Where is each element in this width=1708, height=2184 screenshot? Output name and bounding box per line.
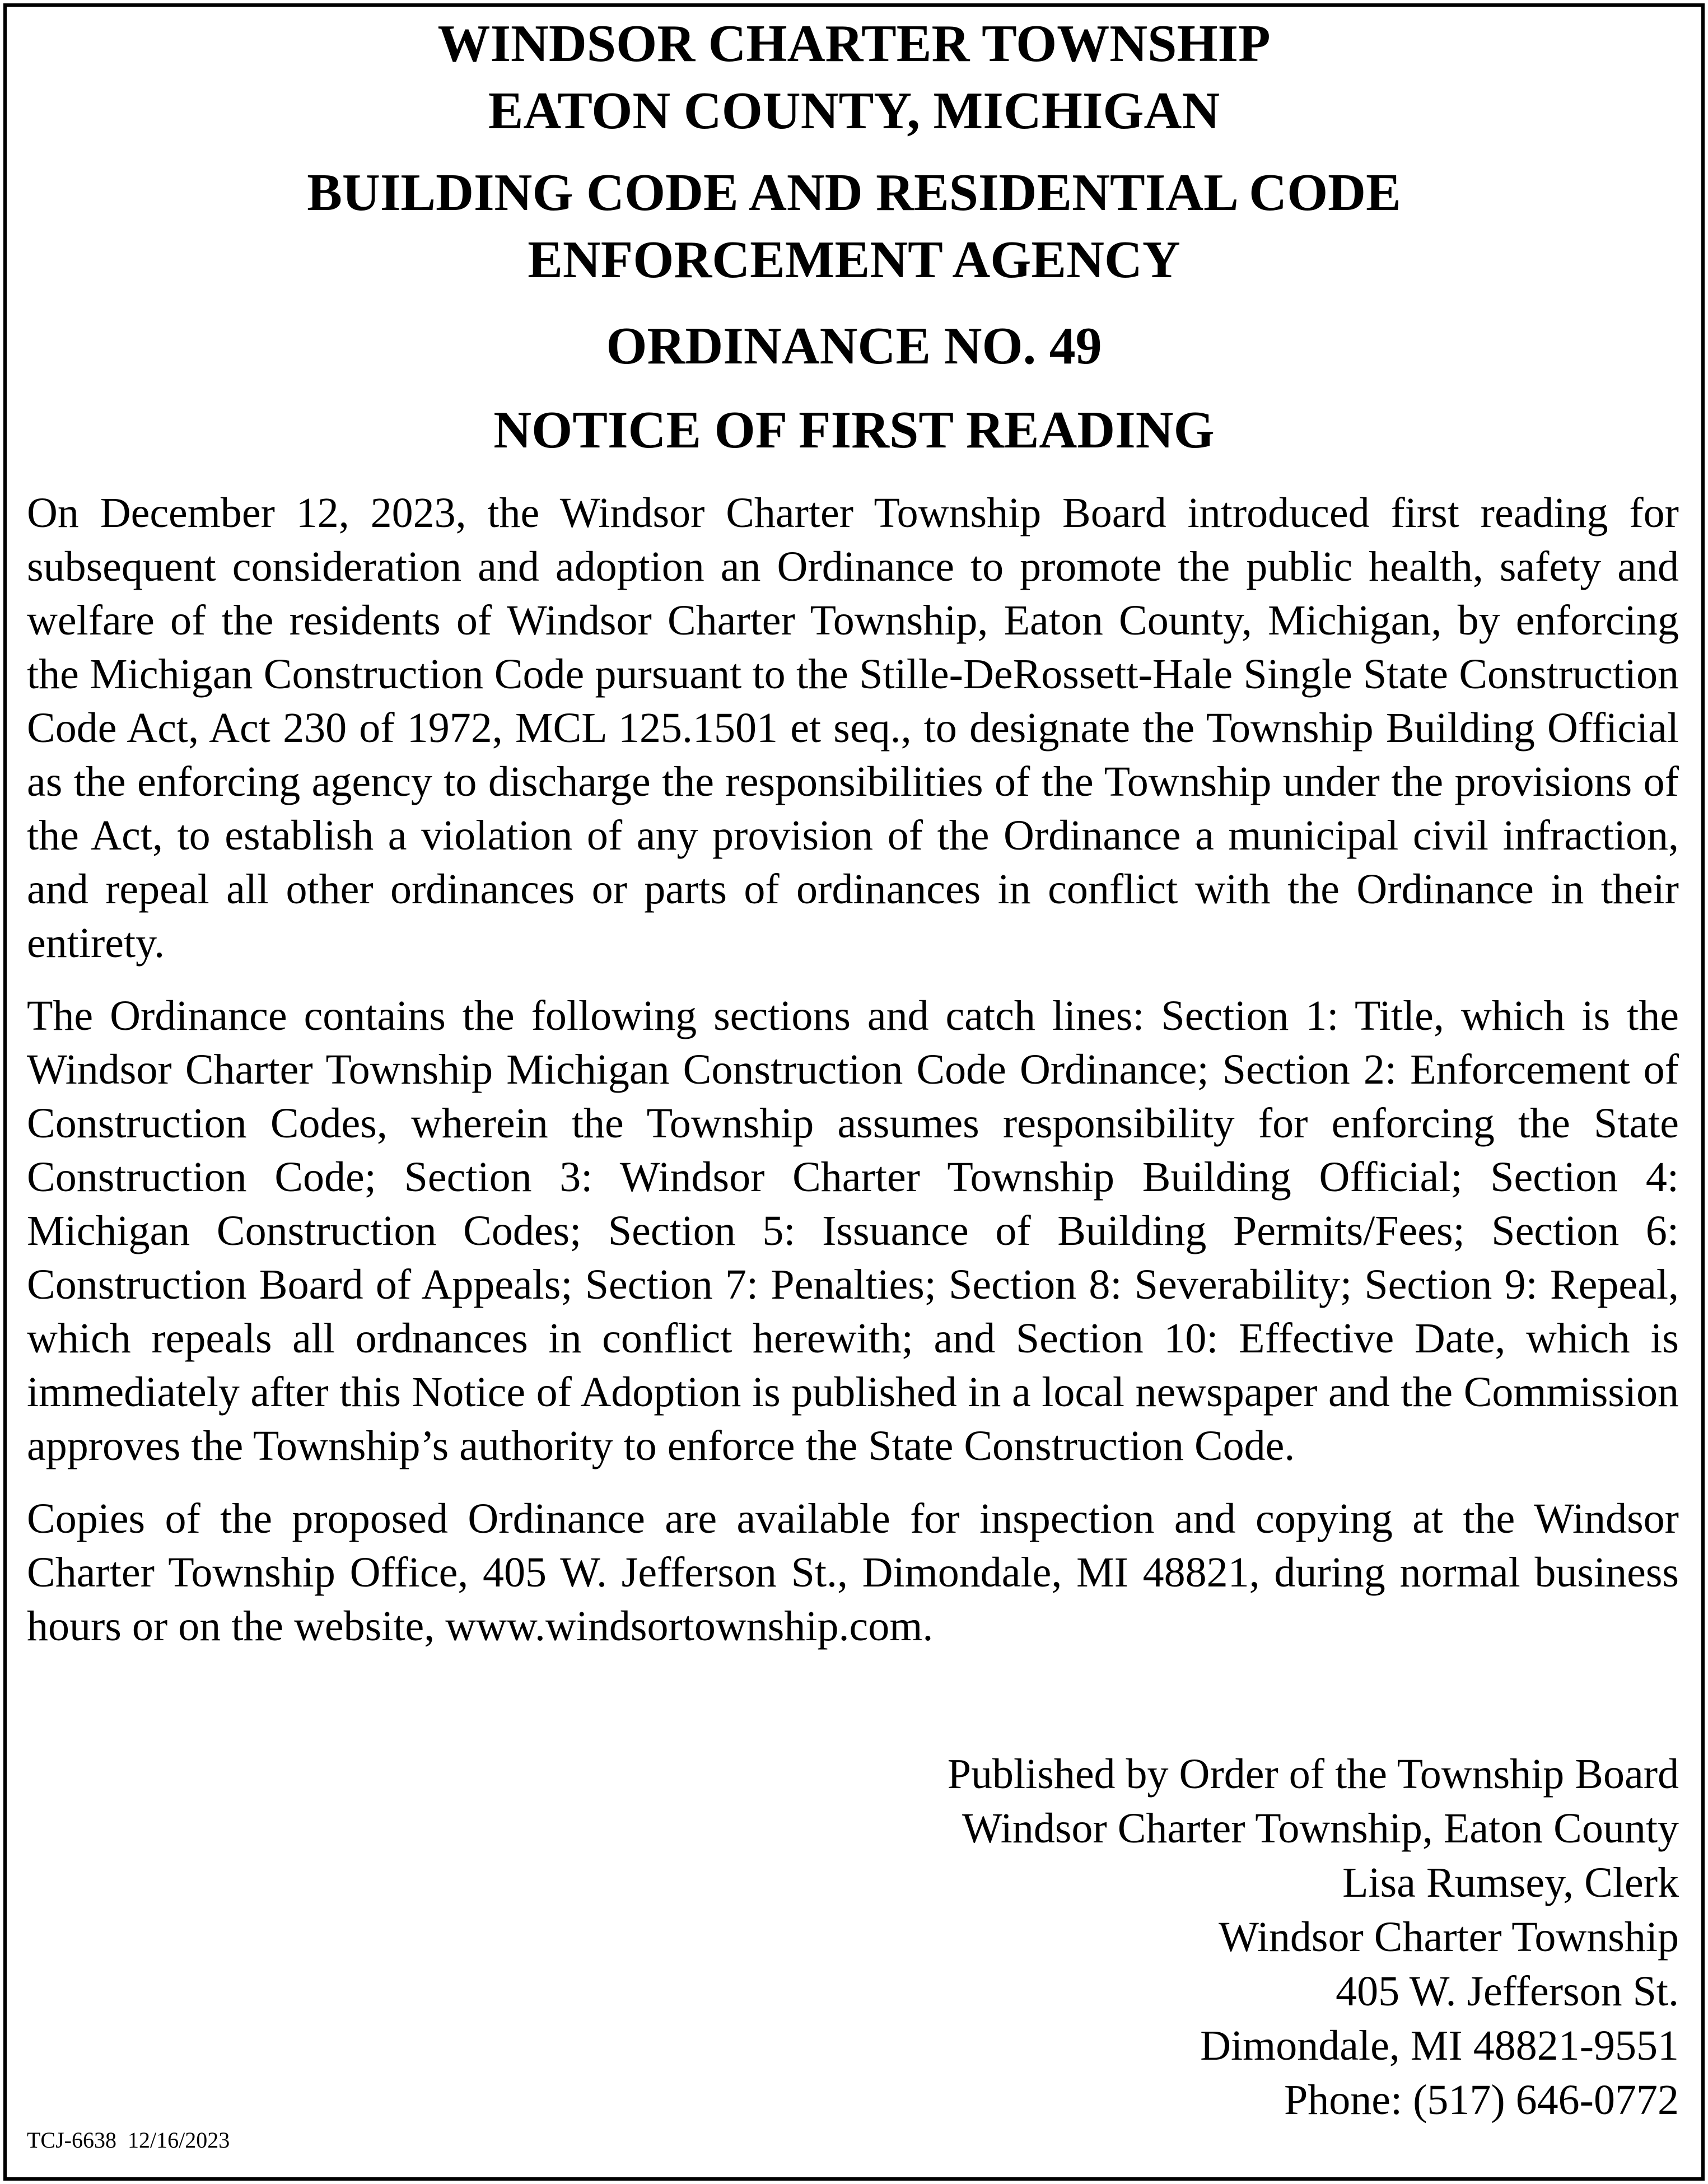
agency-heading-group: [0, 159, 1708, 293]
notice-heading: [0, 10, 1708, 464]
body-paragraph-copies: Copies of the proposed Ordinance are available for inspection and copying at the Windsor Charter Township Office, 405 W. Jefferson St., Dimondale, MI 48821, during normal business hours or on the website, www.windsortownship.com.: [27, 1495, 1679, 1650]
agency-title-line-2: ENFORCEMENT AGENCY: [528, 231, 1180, 289]
signature-street-address: 405 W. Jefferson St.: [1336, 1968, 1679, 2015]
body-paragraph-introduction: On December 12, 2023, the Windsor Charter Township Board introduced first reading for subsequent consideration and adoption an Ordinance to promote the public health, safety and welfare of the residents of Windsor Charter Township, Eaton County, Michigan, by enforcing the Michigan Construction Code pursuant to the Stille-DeRossett-Hale Single State Construction Code Act, Act 230 of 1972, MCL 125.1501 et seq., to designate the Township Building Official as the enforcing agency to discharge the responsibilities of the Township under the provisions of the Act, to establish a violation of any provision of the Ordinance a municipal civil infraction, and repeal all other ordinances or parts of ordinances in conflict with the Ordinance in their entirety.: [27, 489, 1679, 967]
notice-title: NOTICE OF FIRST READING: [493, 401, 1215, 459]
notice-body: [27, 486, 1679, 1672]
body-paragraph-sections: The Ordinance contains the following sections and catch lines: Section 1: Title, which is the Windsor Charter Township Michigan Construction Code Ordinance; Section 2: Enforcement of Construction Codes, wherein the Township assumes responsibility for enforcing the State Construction Code; Section 3: Windsor Charter Township Building Official; Section 4: Michigan Construction Codes; Section 5: Issuance of Building Permits/Fees; Section 6: Construction Board of Appeals; Section 7: Penalties; Section 8: Severability; Section 9: Repeal, which repeals all ordnances in conflict herewith; and Section 10: Effective Date, which is immediately after this Notice of Adoption is published in a local newspaper and the Commission approves the Township’s authority to enforce the State Construction Code.: [27, 992, 1679, 1469]
agency-title-line-1: BUILDING CODE AND RESIDENTIAL CODE: [307, 164, 1401, 222]
notice-title-group: [0, 396, 1708, 464]
signature-township: Windsor Charter Township: [1219, 1914, 1679, 1961]
signature-phone: Phone: (517) 646-0772: [1284, 2076, 1679, 2124]
county-name: EATON COUNTY, MICHIGAN: [488, 82, 1220, 140]
township-name: WINDSOR CHARTER TOWNSHIP: [437, 15, 1271, 73]
ordinance-heading-group: [0, 312, 1708, 380]
signature-clerk: Lisa Rumsey, Clerk: [1342, 1859, 1679, 1906]
signature-block: [948, 1747, 1679, 2127]
signature-published-by: Published by Order of the Township Board: [947, 1751, 1679, 1798]
publication-code: TCJ-6638 12/16/2023: [27, 2127, 230, 2153]
signature-city-zip: Dimondale, MI 48821-9551: [1200, 2022, 1679, 2069]
signature-township-county: Windsor Charter Township, Eaton County: [962, 1805, 1679, 1852]
township-heading-group: [0, 10, 1708, 144]
ordinance-number: ORDINANCE NO. 49: [606, 317, 1102, 375]
